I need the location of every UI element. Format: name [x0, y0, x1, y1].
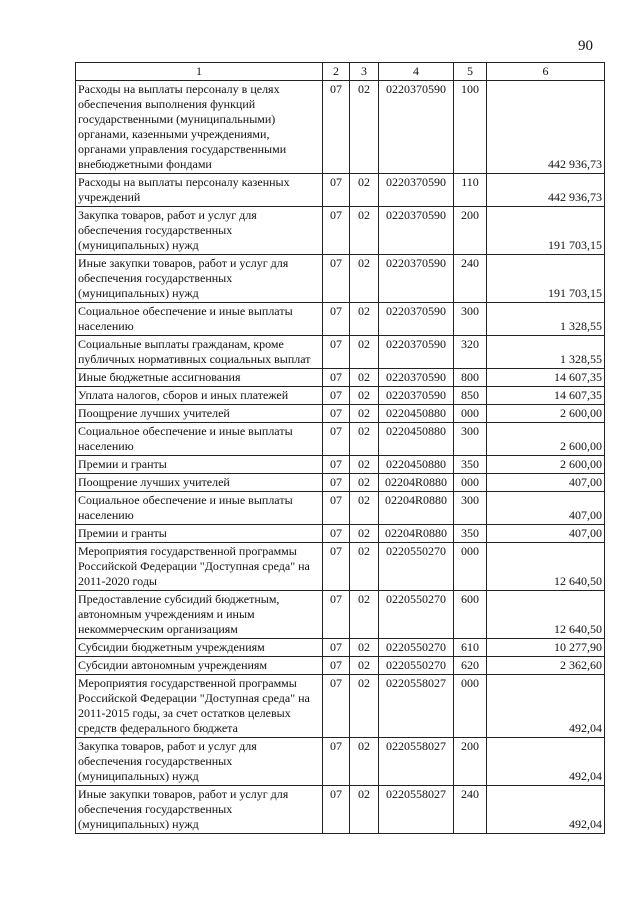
subsection-code-cell: 02	[350, 492, 379, 525]
expense-name-cell: Поощрение лучших учителей	[76, 405, 323, 423]
expense-type-code-cell: 620	[454, 657, 487, 675]
section-code-cell: 07	[323, 675, 350, 738]
expense-type-code-cell: 300	[454, 423, 487, 456]
table-header	[76, 63, 605, 81]
target-item-code-cell: 0220370590	[379, 303, 454, 336]
header-col-6: 6	[487, 63, 605, 81]
expense-name-cell: Социальное обеспечение и иные выплаты населению	[76, 303, 323, 336]
expense-name-cell: Социальные выплаты гражданам, кроме публичных нормативных социальных выплат	[76, 336, 323, 369]
target-item-code-cell: 0220370590	[379, 81, 454, 174]
table-row	[76, 336, 605, 369]
budget-table	[75, 62, 605, 834]
expense-name-cell: Уплата налогов, сборов и иных платежей	[76, 387, 323, 405]
table-row	[76, 255, 605, 303]
amount-cell: 407,00	[487, 474, 605, 492]
section-code-cell: 07	[323, 543, 350, 591]
target-item-code-cell: 0220450880	[379, 423, 454, 456]
amount-cell: 12 640,50	[487, 591, 605, 639]
expense-type-code-cell: 320	[454, 336, 487, 369]
target-item-code-cell: 0220550270	[379, 639, 454, 657]
table-row	[76, 639, 605, 657]
amount-cell: 407,00	[487, 492, 605, 525]
expense-type-code-cell: 600	[454, 591, 487, 639]
amount-cell: 2 600,00	[487, 423, 605, 456]
table-row	[76, 525, 605, 543]
expense-name-cell: Субсидии бюджетным учреждениям	[76, 639, 323, 657]
amount-cell: 10 277,90	[487, 639, 605, 657]
amount-cell: 1 328,55	[487, 336, 605, 369]
expense-type-code-cell: 610	[454, 639, 487, 657]
subsection-code-cell: 02	[350, 303, 379, 336]
target-item-code-cell: 0220370590	[379, 207, 454, 255]
header-col-5: 5	[454, 63, 487, 81]
expense-type-code-cell: 350	[454, 525, 487, 543]
table-row	[76, 405, 605, 423]
table-row	[76, 369, 605, 387]
target-item-code-cell: 0220558027	[379, 738, 454, 786]
expense-name-cell: Расходы на выплаты персоналу в целях обеспечения выполнения функций государственными (муниципальными) органами, казенными учреждениями, органами управления государственными внебюджетными фондами	[76, 81, 323, 174]
expense-type-code-cell: 800	[454, 369, 487, 387]
subsection-code-cell: 02	[350, 207, 379, 255]
expense-type-code-cell: 000	[454, 474, 487, 492]
expense-type-code-cell: 240	[454, 786, 487, 834]
target-item-code-cell: 02204R0880	[379, 474, 454, 492]
subsection-code-cell: 02	[350, 255, 379, 303]
target-item-code-cell: 0220558027	[379, 675, 454, 738]
expense-type-code-cell: 110	[454, 174, 487, 207]
target-item-code-cell: 0220370590	[379, 336, 454, 369]
subsection-code-cell: 02	[350, 675, 379, 738]
target-item-code-cell: 0220370590	[379, 387, 454, 405]
target-item-code-cell: 02204R0880	[379, 525, 454, 543]
expense-type-code-cell: 300	[454, 492, 487, 525]
table-row	[76, 387, 605, 405]
expense-name-cell: Иные закупки товаров, работ и услуг для обеспечения государственных (муниципальных) нужд	[76, 786, 323, 834]
expense-name-cell: Иные бюджетные ассигнования	[76, 369, 323, 387]
target-item-code-cell: 0220558027	[379, 786, 454, 834]
expense-name-cell: Предоставление субсидий бюджетным, автономным учреждениям и иным некоммерческим организациям	[76, 591, 323, 639]
section-code-cell: 07	[323, 492, 350, 525]
amount-cell: 14 607,35	[487, 369, 605, 387]
section-code-cell: 07	[323, 255, 350, 303]
table-row	[76, 456, 605, 474]
section-code-cell: 07	[323, 207, 350, 255]
target-item-code-cell: 0220370590	[379, 255, 454, 303]
expense-type-code-cell: 240	[454, 255, 487, 303]
subsection-code-cell: 02	[350, 474, 379, 492]
target-item-code-cell: 0220550270	[379, 657, 454, 675]
amount-cell: 1 328,55	[487, 303, 605, 336]
expense-name-cell: Закупка товаров, работ и услуг для обеспечения государственных (муниципальных) нужд	[76, 207, 323, 255]
target-item-code-cell: 0220450880	[379, 405, 454, 423]
target-item-code-cell: 0220550270	[379, 543, 454, 591]
table-row	[76, 303, 605, 336]
header-col-4: 4	[379, 63, 454, 81]
section-code-cell: 07	[323, 657, 350, 675]
expense-type-code-cell: 100	[454, 81, 487, 174]
subsection-code-cell: 02	[350, 525, 379, 543]
subsection-code-cell: 02	[350, 543, 379, 591]
subsection-code-cell: 02	[350, 786, 379, 834]
expense-name-cell: Премии и гранты	[76, 456, 323, 474]
section-code-cell: 07	[323, 405, 350, 423]
section-code-cell: 07	[323, 525, 350, 543]
amount-cell: 2 600,00	[487, 456, 605, 474]
subsection-code-cell: 02	[350, 639, 379, 657]
table-row	[76, 474, 605, 492]
section-code-cell: 07	[323, 369, 350, 387]
expense-name-cell: Социальное обеспечение и иные выплаты населению	[76, 423, 323, 456]
expense-name-cell: Поощрение лучших учителей	[76, 474, 323, 492]
subsection-code-cell: 02	[350, 456, 379, 474]
subsection-code-cell: 02	[350, 405, 379, 423]
subsection-code-cell: 02	[350, 369, 379, 387]
table-row	[76, 543, 605, 591]
amount-cell: 492,04	[487, 675, 605, 738]
header-col-3: 3	[350, 63, 379, 81]
amount-cell: 12 640,50	[487, 543, 605, 591]
expense-name-cell: Социальное обеспечение и иные выплаты населению	[76, 492, 323, 525]
subsection-code-cell: 02	[350, 591, 379, 639]
expense-type-code-cell: 200	[454, 738, 487, 786]
section-code-cell: 07	[323, 81, 350, 174]
table-body	[76, 81, 605, 834]
expense-name-cell: Мероприятия государственной программы Российской Федерации "Доступная среда" на 2011-2015 годы, за счет остатков целевых средств федерального бюджета	[76, 675, 323, 738]
table-row	[76, 657, 605, 675]
expense-name-cell: Расходы на выплаты персоналу казенных учреждений	[76, 174, 323, 207]
subsection-code-cell: 02	[350, 738, 379, 786]
expense-type-code-cell: 200	[454, 207, 487, 255]
table-row	[76, 591, 605, 639]
expense-name-cell: Закупка товаров, работ и услуг для обеспечения государственных (муниципальных) нужд	[76, 738, 323, 786]
amount-cell: 442 936,73	[487, 81, 605, 174]
amount-cell: 2 362,60	[487, 657, 605, 675]
page-number: 90	[578, 38, 593, 54]
table-row	[76, 81, 605, 174]
section-code-cell: 07	[323, 591, 350, 639]
amount-cell: 191 703,15	[487, 255, 605, 303]
section-code-cell: 07	[323, 336, 350, 369]
subsection-code-cell: 02	[350, 387, 379, 405]
expense-type-code-cell: 000	[454, 675, 487, 738]
header-row	[76, 63, 605, 81]
subsection-code-cell: 02	[350, 336, 379, 369]
table-row	[76, 423, 605, 456]
expense-name-cell: Мероприятия государственной программы Российской Федерации "Доступная среда" на 2011-2020 годы	[76, 543, 323, 591]
table-row	[76, 675, 605, 738]
subsection-code-cell: 02	[350, 81, 379, 174]
amount-cell: 2 600,00	[487, 405, 605, 423]
expense-type-code-cell: 000	[454, 405, 487, 423]
expense-name-cell: Субсидии автономным учреждениям	[76, 657, 323, 675]
expense-type-code-cell: 350	[454, 456, 487, 474]
section-code-cell: 07	[323, 474, 350, 492]
section-code-cell: 07	[323, 303, 350, 336]
expense-name-cell: Премии и гранты	[76, 525, 323, 543]
table-row	[76, 207, 605, 255]
amount-cell: 492,04	[487, 786, 605, 834]
subsection-code-cell: 02	[350, 174, 379, 207]
expense-type-code-cell: 000	[454, 543, 487, 591]
expense-name-cell: Иные закупки товаров, работ и услуг для обеспечения государственных (муниципальных) нужд	[76, 255, 323, 303]
target-item-code-cell: 0220450880	[379, 456, 454, 474]
section-code-cell: 07	[323, 387, 350, 405]
expense-type-code-cell: 850	[454, 387, 487, 405]
subsection-code-cell: 02	[350, 657, 379, 675]
section-code-cell: 07	[323, 786, 350, 834]
target-item-code-cell: 0220370590	[379, 369, 454, 387]
expense-type-code-cell: 300	[454, 303, 487, 336]
amount-cell: 492,04	[487, 738, 605, 786]
table-row	[76, 492, 605, 525]
section-code-cell: 07	[323, 423, 350, 456]
header-col-2: 2	[323, 63, 350, 81]
amount-cell: 407,00	[487, 525, 605, 543]
subsection-code-cell: 02	[350, 423, 379, 456]
table-row	[76, 738, 605, 786]
amount-cell: 442 936,73	[487, 174, 605, 207]
target-item-code-cell: 0220370590	[379, 174, 454, 207]
section-code-cell: 07	[323, 738, 350, 786]
header-col-1: 1	[76, 63, 323, 81]
table-row	[76, 174, 605, 207]
section-code-cell: 07	[323, 639, 350, 657]
amount-cell: 191 703,15	[487, 207, 605, 255]
target-item-code-cell: 02204R0880	[379, 492, 454, 525]
amount-cell: 14 607,35	[487, 387, 605, 405]
section-code-cell: 07	[323, 174, 350, 207]
section-code-cell: 07	[323, 456, 350, 474]
table-row	[76, 786, 605, 834]
target-item-code-cell: 0220550270	[379, 591, 454, 639]
